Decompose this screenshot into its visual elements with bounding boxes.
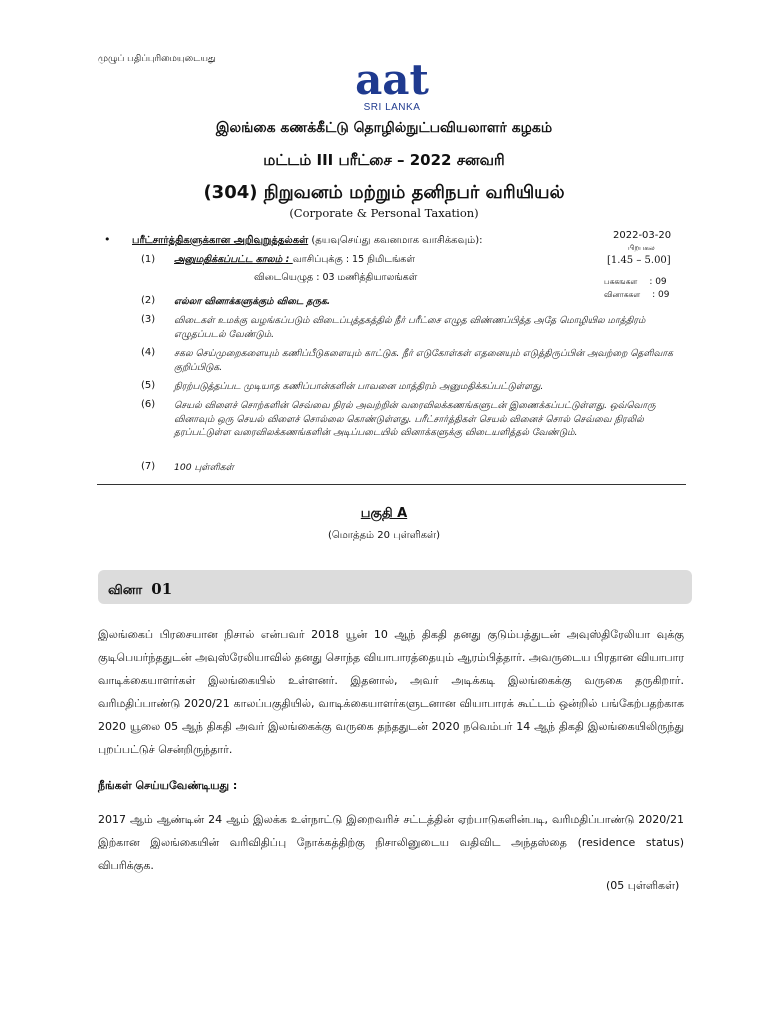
question-label-text: வினா — [108, 583, 143, 598]
instructions-heading-rest: (தயவுசெய்து கவனமாக வாசிக்கவும்): — [308, 235, 483, 246]
instruction-7-text: 100 புள்ளிகள் — [174, 462, 234, 473]
question-paragraph: இலங்கைப் பிரசையான நிசால் என்பவர் 2018 யூன் 10 ஆந் திகதி தனது குடும்பத்துடன் அவுஸ்திரேலியா வுக்கு குடிபெயர்ந்ததுடன் அவுஸ்ரேலியாவில் தனது சொந்த வியாபாரத்தையும் ஆரம்பித்தார். அவருடைய பிரதான வியாபார வாடிக்கையாளர்கள் இலங்கையில் உள்ளனர். இதனால், அவர் அடிக்கடி இலங்கைக்கு வருகை தருகிறார். வரிமதிப்பாண்டு 2020/21 காலப்பகுதியில், வாடிக்கையாளர்களுடனான வியாபாரக் கூட்டம் ஒன்றில் பங்கேற்பதற்காக 2020 யூலை 05 ஆந் திகதி அவர் இலங்கைக்கு வருகை தந்ததுடன் 2020 நவெம்பர் 14 ஆந் திகதி இலங்கையிலிருந்து புறப்பட்டுச் சென்றிருந்தார். — [98, 628, 684, 756]
logo-text: aat — [355, 55, 429, 104]
question-marks: (05 புள்ளிகள்) — [606, 879, 680, 892]
instruction-4-text: சகல செய்முறைகளையும் கணிப்பீடுகளையும் காட்டுக. நீர் எடுகோள்கள் எதனையும் எடுத்திருப்பின் அவற்றை தெளிவாக குறிப்பிடுக. — [174, 348, 674, 373]
pages-label: பககஙகள — [604, 277, 638, 286]
pages-value: : 09 — [649, 277, 667, 287]
instruction-6-text: செயல் விளைச் சொற்களின் செவ்வை நிரல் அவற்றின் வரைவிலக்கணங்களுடன் இணைக்கப்பட்டுள்ளது. ஒவ்வொரு வினாவும் ஒரு செயல் விளைச் சொல்லை கொண்டுள்ளது. பரீட்சார்த்திகள் செயல் வினைச் சொல் செவ்வை நிரலில் தரப்பட்டுள்ள வரைவிலக்கணங்களின் அடிப்படையில் வினாக்களுக்கு விடையளித்தல் வேண்டும். — [174, 400, 656, 438]
question-number: 01 — [151, 580, 173, 598]
section-title-text: பகுதி A — [360, 506, 408, 521]
writing-time: விடையெழுத : 03 மணித்தியாலங்கள் — [254, 272, 418, 283]
exam-date: 2022-03-20 — [613, 230, 672, 241]
instruction-6-number: (6) — [141, 399, 156, 410]
task-label: நீங்கள் செய்யவேண்டியது : — [98, 779, 238, 792]
instruction-4-number: (4) — [141, 347, 156, 358]
instructions-bullet: • — [104, 233, 111, 246]
instruction-1 — [174, 254, 417, 284]
instruction-3-number: (3) — [141, 314, 156, 325]
page-count — [604, 277, 667, 287]
instruction-3-text: விடைகள் உமக்கு வழங்கப்படும் விடைப்புத்தகத்தில் நீர் பரீட்சை எழுத விண்ணப்பித்த அதே மொழியில மாத்திரம் எழுதப்படல் வேண்டும். — [174, 315, 646, 340]
instruction-7-number: (7) — [141, 461, 156, 472]
logo-subtext: SRI LANKA — [363, 102, 421, 113]
copyright-note: முழுப் பதிப்புரிமையுடையது — [98, 54, 216, 64]
subject-title: (304) நிறுவனம் மற்றும் தனிநபர் வரியியல் — [203, 182, 565, 203]
task-text: 2017 ஆம் ஆண்டின் 24 ஆம் இலக்க உள்நாட்டு இறைவரிச் சட்டத்தின் ஏற்பாடுகளின்படி, வரிமதிப்பாண்டு 2020/21 இற்கான இலங்கையின் வரிவிதிப்பு நோக்கத்திற்கு நிசாலினுடைய வதிவிட அந்தஸ்தை (residence status) விபரிக்குக. — [98, 813, 684, 872]
instruction-5-number: (5) — [141, 380, 156, 391]
reading-time: வாசிப்புக்கு : 15 நிமிடங்கள் — [292, 254, 415, 265]
question-header-bar — [98, 570, 692, 604]
questions-label: வினாககள — [604, 290, 641, 299]
time-allowed-label: அனுமதிக்கப்பட்ட காலம் : — [174, 254, 293, 265]
instructions-heading — [132, 235, 482, 247]
instructions-heading-bold: பரீட்சார்த்திகளுக்கான அறிவுறுத்தல்கள் — [132, 235, 309, 246]
subject-english: (Corporate & Personal Taxation) — [289, 206, 479, 220]
section-title — [0, 506, 768, 522]
instruction-2-text: எல்லா வினாக்களுக்கும் விடை தருக. — [174, 296, 331, 307]
instruction-5-text: நிரற்படுத்தப்பட முடியாத கணிப்பான்களின் பாவனை மாத்திரம் அனுமதிக்கப்பட்டுள்ளது. — [174, 381, 544, 392]
section-marks: (மொத்தம் 20 புள்ளிகள்) — [328, 530, 440, 541]
divider — [97, 484, 686, 485]
date-label: பிறபகல — [628, 244, 655, 252]
question-label — [108, 580, 172, 599]
aat-logo — [352, 52, 432, 114]
instruction-1-number: (1) — [141, 254, 156, 265]
exam-time: [1.45 – 5.00] — [607, 255, 671, 266]
exam-title: மட்டம் III பரீட்சை – 2022 சனவரி — [263, 151, 505, 169]
questions-value: : 09 — [652, 290, 670, 300]
organization-name: இலங்கை கணக்கீட்டு தொழில்நுட்பவியலாளர் கழகம் — [215, 120, 553, 136]
instruction-2-number: (2) — [141, 295, 156, 306]
